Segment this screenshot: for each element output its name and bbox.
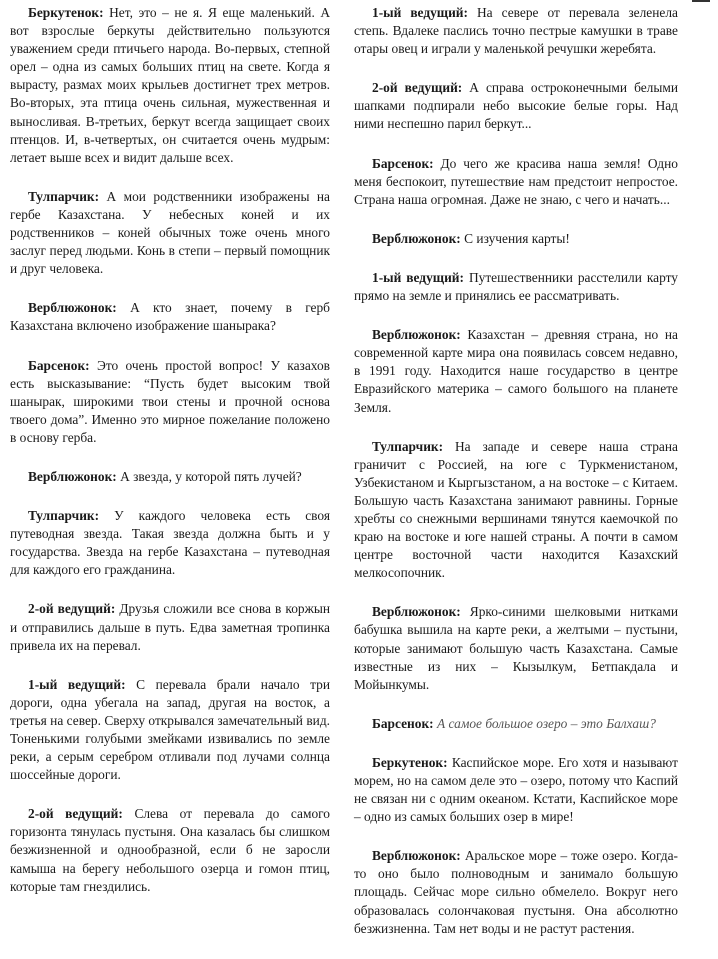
- dialogue-text: На западе и севере наша страна граничит с Россией, на юге с Туркменистаном, Узбекистаном и Кыргызстаном, а на востоке – с Китаем. Большую часть Казахстана занимают равнины. Горные хребты со снежными вершинами тянутся каемочкой по краю на востоке и юге нашей страны. А почти в самом центре восточной части находится Казахский мелкосопочник.: [354, 438, 678, 581]
- speaker-name: Верблюжонок:: [372, 327, 461, 343]
- speaker-name: 1-ый ведущий:: [372, 5, 468, 20]
- dialogue-text: С изучения карты!: [464, 230, 570, 246]
- dialogue-paragraph: [10, 4, 330, 167]
- speaker-name: Верблюжонок:: [28, 300, 117, 316]
- dialogue-paragraph: [354, 438, 678, 583]
- dialogue-paragraph: [354, 603, 678, 693]
- dialogue-paragraph: [10, 507, 330, 579]
- dialogue-text: А самое большое озеро – это Балхаш?: [437, 715, 656, 731]
- dialogue-paragraph: [354, 79, 678, 133]
- speaker-name: 2-ой ведущий:: [372, 80, 463, 96]
- speaker-name: Беркутенок:: [28, 5, 104, 20]
- dialogue-paragraph: [10, 357, 330, 447]
- dialogue-paragraph: [10, 468, 330, 486]
- dialogue-text: На севере от перевала зеленела степь. Вдалеке паслись точно пестрые камушки в траве отары овец и играли у маленькой речушки жеребята.: [354, 5, 678, 57]
- speaker-name: Барсенок:: [372, 715, 434, 731]
- dialogue-text: Друзья сложили все снова в коржын и отправились дальше в путь. Едва заметная тропинка привела их на перевал.: [10, 601, 330, 653]
- dialogue-text: Каспийское море. Его хотя и называют морем, но на самом деле это – озеро, потому что Каспий не связан ни с одним океаном. Кстати, Каспийское море – одно из самых больших озер в мире!: [354, 754, 678, 825]
- dialogue-text: Казахстан – древняя страна, но на современной карте мира она появилась совсем недавно, в 1991 году. Находится наше государство в центре Евразийского материка – самого большого на планете Земля.: [354, 327, 678, 415]
- dialogue-text: С перевала брали начало три дороги, одна убегала на запад, другая на восток, а третья на север. Сверху открывался замечательный вид. Тоненькими голубыми змейками извивались по земле реки, а серым серебром отливали под лучами солнца шоссейные дороги.: [10, 676, 330, 783]
- dialogue-text: А справа остроконечными белыми шапками подпирали небо высокие белые горы. Над ними неспешно парил беркут...: [354, 80, 678, 132]
- dialogue-paragraph: [354, 847, 678, 937]
- speaker-name: 2-ой ведущий:: [28, 601, 116, 617]
- dialogue-text: Это очень простой вопрос! У казахов есть высказывание: “Пусть будет высоким твой шанырак, широкими твои стены и прочной основа твоего дома”. Именно это мирное пожелание положено в основу герба.: [10, 357, 330, 445]
- dialogue-paragraph: [10, 805, 330, 895]
- speaker-name: Барсенок:: [28, 357, 90, 373]
- dialogue-text: Слева от перевала до самого горизонта тянулась пустыня. Она казалась бы слишком безжизненной и однообразной, если б не заросли камыша на берегу небольшого озерца и гомон птиц, которые там гнездились.: [10, 806, 330, 894]
- speaker-name: Тулпарчик:: [28, 508, 100, 524]
- dialogue-text: А звезда, у которой пять лучей?: [120, 468, 302, 484]
- dialogue-paragraph: [354, 754, 678, 826]
- dialogue-text: У каждого человека есть своя путеводная звезда. Такая звезда должна быть и у государства. Звезда на гербе Казахстана – путеводная для каждого его гражданина.: [10, 508, 330, 578]
- dialogue-paragraph: [354, 269, 678, 305]
- dialogue-paragraph: [354, 230, 678, 248]
- dialogue-text: Путешественники расстелили карту прямо на земле и принялись ее рассматривать.: [354, 269, 678, 304]
- page-corner-mark: [692, 0, 710, 2]
- dialogue-paragraph: [10, 188, 330, 278]
- dialogue-paragraph: [354, 715, 678, 733]
- speaker-name: Тулпарчик:: [28, 188, 100, 204]
- right-column: [354, 4, 678, 959]
- dialogue-text: Нет, это – не я. Я еще маленький. А вот взрослые беркуты действительно пользуются уважением среди птичьего народа. Во-первых, степной орел – одна из самых больших птиц на свете. Когда я вырасту, размах моих крыльев достигнет трех метров. Во-вторых, эта птица очень сильная, мужественная и выносливая. В-третьих, беркут всегда защищает своих птенцов. И, в-четвертых, он считается очень мудрым: летает выше всех и видит дальше всех.: [10, 5, 330, 165]
- speaker-name: 1-ый ведущий:: [372, 269, 464, 285]
- speaker-name: Верблюжонок:: [372, 604, 461, 620]
- dialogue-text: А кто знает, почему в герб Казахстана включено изображение шанырака?: [10, 300, 330, 334]
- speaker-name: 1-ый ведущий:: [28, 676, 126, 692]
- dialogue-paragraph: [354, 4, 678, 58]
- dialogue-paragraph: [10, 600, 330, 654]
- dialogue-paragraph: [10, 676, 330, 785]
- dialogue-text: Аральское море – тоже озеро. Когда-то оно было полноводным и занимало большую площадь. Сейчас море сильно обмелело. Вокруг него образовалась солончаковая пустыня. Она абсолютно безжизненна. Там нет воды и не растут растения.: [354, 848, 678, 936]
- dialogue-paragraph: [10, 299, 330, 335]
- speaker-name: Верблюжонок:: [372, 230, 461, 246]
- dialogue-paragraph: [354, 155, 678, 209]
- speaker-name: Верблюжонок:: [372, 848, 461, 864]
- speaker-name: Барсенок:: [372, 155, 434, 171]
- speaker-name: Верблюжонок:: [28, 468, 117, 484]
- speaker-name: Беркутенок:: [372, 754, 448, 770]
- speaker-name: Тулпарчик:: [372, 438, 444, 454]
- dialogue-text: Ярко-синими шелковыми нитками бабушка вышила на карте реки, а желтыми – пустыни, которые занимают большую часть Казахстана. Самые известные из них – Кызылкум, Бетпакдала и Мойынкумы.: [354, 604, 678, 692]
- dialogue-paragraph: [354, 326, 678, 416]
- left-column: [10, 4, 330, 917]
- dialogue-text: А мои родственники изображены на гербе Казахстана. У небесных коней и их родственников – коней обычных тоже очень много заслуг перед людьми. Конь в степи – первый помощник и друг человека.: [10, 188, 330, 277]
- speaker-name: 2-ой ведущий:: [28, 806, 123, 822]
- dialogue-text: До чего же красива наша земля! Одно меня беспокоит, путешествие нам предстоит непростое. Страна наша огромная. Даже не знаю, с чего и начать...: [354, 155, 678, 207]
